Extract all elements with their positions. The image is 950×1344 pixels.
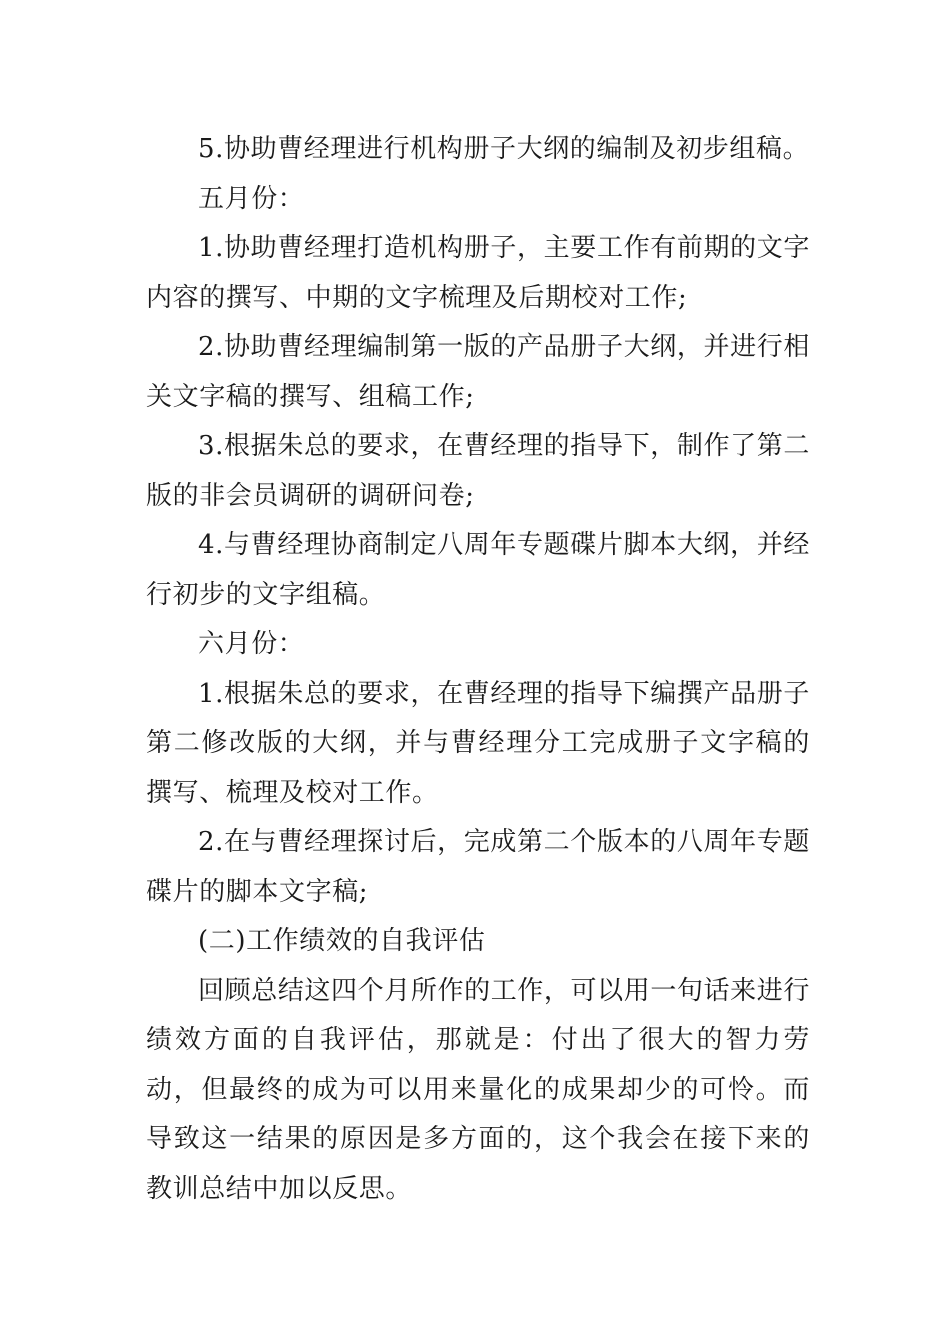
document-body — [146, 125, 810, 1214]
paragraph-june-1: 1.根据朱总的要求，在曹经理的指导下编撰产品册子第二修改版的大纲，并与曹经理分工完成册子文字稿的撰写、梳理及校对工作。 — [146, 678, 810, 808]
section-heading-self-evaluation: (二)工作绩效的自我评估 — [198, 926, 486, 956]
paragraph-item-5-may: 5.协助曹经理进行机构册子大纲的编制及初步组稿。 — [198, 134, 810, 164]
paragraph-may-2: 2.协助曹经理编制第一版的产品册子大纲，并进行相关文字稿的撰写、组稿工作; — [146, 332, 810, 412]
section-heading-june: 六月份： — [198, 629, 305, 659]
paragraph-self-evaluation: 回顾总结这四个月所作的工作，可以用一句话来进行绩效方面的自我评估，那就是：付出了很大的智力劳动，但最终的成为可以用来量化的成果却少的可怜。而导致这一结果的原因是多方面的，这个我会在接下来的教训总结中加以反思。 — [146, 975, 810, 1204]
section-heading-may: 五月份： — [198, 183, 305, 214]
paragraph-june-2: 2.在与曹经理探讨后，完成第二个版本的八周年专题碟片的脚本文字稿; — [146, 827, 810, 907]
paragraph-may-1: 1.协助曹经理打造机构册子，主要工作有前期的文字内容的撰写、中期的文字梳理及后期校对工作; — [146, 233, 810, 313]
paragraph-may-4: 4.与曹经理协商制定八周年专题碟片脚本大纲，并经行初步的文字组稿。 — [146, 530, 810, 610]
paragraph-may-3: 3.根据朱总的要求，在曹经理的指导下，制作了第二版的非会员调研的调研问卷; — [146, 431, 810, 511]
